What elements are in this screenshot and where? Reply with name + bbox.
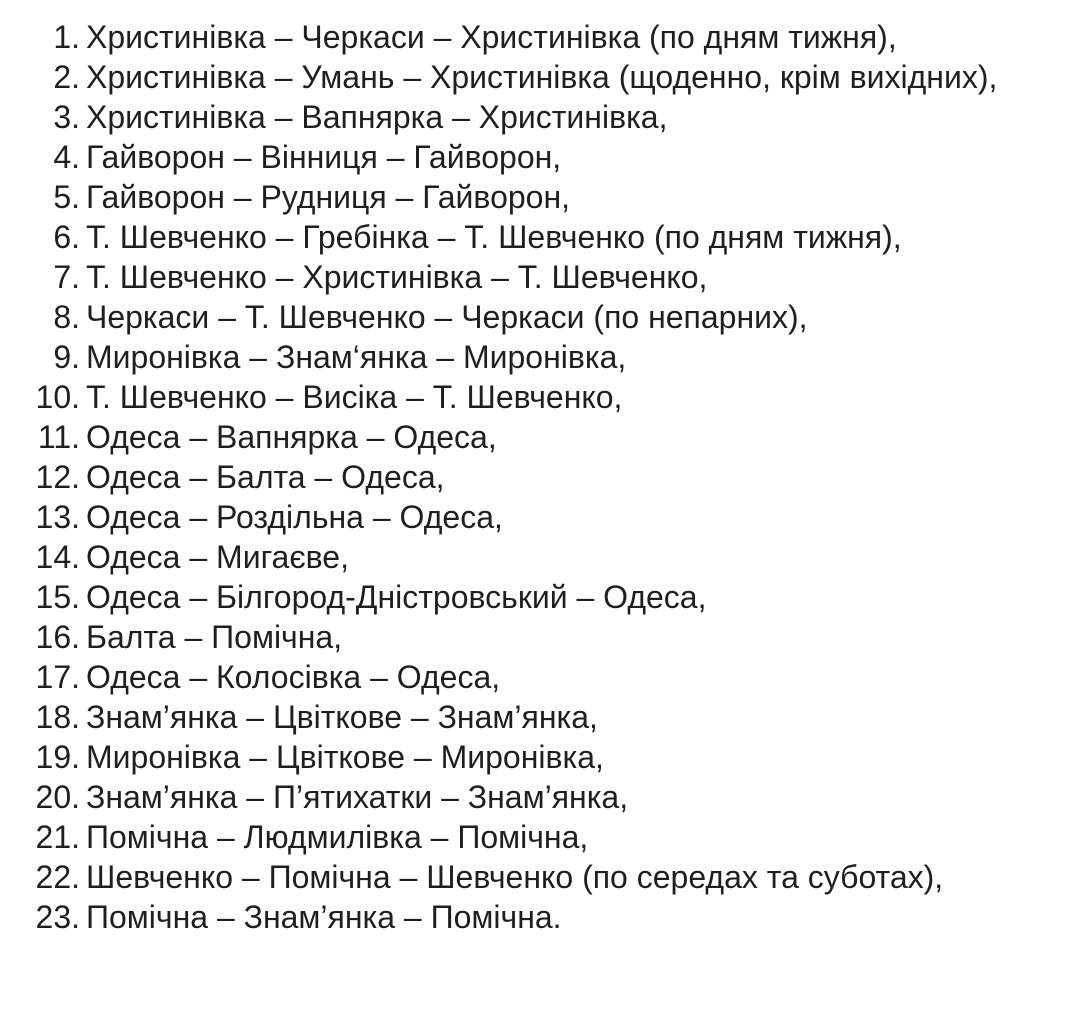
- list-item: [0, 337, 1060, 377]
- list-item: [0, 17, 1060, 57]
- list-item-number: 10.: [35, 379, 80, 415]
- list-item-number: 16.: [35, 619, 80, 655]
- list-item: [0, 817, 1060, 857]
- list-item-number: 8.: [53, 299, 80, 335]
- list-item-number: 6.: [53, 219, 80, 255]
- list-item: [0, 257, 1060, 297]
- list-item-text: Т. Шевченко – Христинівка – Т. Шевченко,: [86, 259, 708, 295]
- list-item-text: Одеса – Мигаєве,: [86, 539, 349, 575]
- list-item: [0, 457, 1060, 497]
- list-item: [0, 577, 1060, 617]
- list-item-text: Знам’янка – П’ятихатки – Знам’янка,: [86, 779, 629, 815]
- list-item: [0, 897, 1060, 937]
- list-item-text: Миронівка – Знам‘янка – Миронівка,: [86, 339, 627, 375]
- list-item-text: Т. Шевченко – Гребінка – Т. Шевченко (по дням тижня),: [86, 219, 902, 255]
- list-item: [0, 697, 1060, 737]
- list-item-number: 17.: [35, 659, 80, 695]
- list-item: [0, 657, 1060, 697]
- list-item-text: Т. Шевченко – Висіка – Т. Шевченко,: [86, 379, 623, 415]
- list-item: [0, 137, 1060, 177]
- list-item: [0, 177, 1060, 217]
- list-item: [0, 297, 1060, 337]
- list-item: [0, 97, 1060, 137]
- list-item-text: Гайворон – Рудниця – Гайворон,: [86, 179, 571, 215]
- list-item-text: Шевченко – Помічна – Шевченко (по середах та суботах),: [86, 859, 944, 895]
- list-item-text: Христинівка – Черкаси – Христинівка (по дням тижня),: [86, 19, 897, 55]
- list-item-number: 13.: [35, 499, 80, 535]
- list-item: [0, 857, 1060, 897]
- list-item-text: Гайворон – Вінниця – Гайворон,: [86, 139, 562, 175]
- list-item-number: 12.: [35, 459, 80, 495]
- list-item-text: Одеса – Колосівка – Одеса,: [86, 659, 501, 695]
- list-item-text: Одеса – Балта – Одеса,: [86, 459, 445, 495]
- list-item-number: 3.: [53, 99, 80, 135]
- list-item-number: 15.: [35, 579, 80, 615]
- list-item: [0, 617, 1060, 657]
- list-item: [0, 737, 1060, 777]
- list-item-number: 4.: [53, 139, 80, 175]
- route-list: [0, 17, 1060, 937]
- list-item-number: 11.: [37, 419, 80, 455]
- list-item-number: 1.: [53, 19, 80, 55]
- list-item-text: Миронівка – Цвіткове – Миронівка,: [86, 739, 604, 775]
- list-item-text: Балта – Помічна,: [86, 619, 343, 655]
- list-item-text: Помічна – Людмилівка – Помічна,: [86, 819, 589, 855]
- list-item-number: 2.: [53, 59, 80, 95]
- list-item-number: 23.: [35, 899, 80, 935]
- list-item-text: Одеса – Білгород-Дністровський – Одеса,: [86, 579, 707, 615]
- list-item-text: Знам’янка – Цвіткове – Знам’янка,: [86, 699, 598, 735]
- list-item-number: 18.: [35, 699, 80, 735]
- list-item-text: Черкаси – Т. Шевченко – Черкаси (по непарних),: [86, 299, 808, 335]
- list-item: [0, 377, 1060, 417]
- list-item: [0, 417, 1060, 457]
- list-item: [0, 57, 1060, 97]
- list-item-text: Одеса – Вапнярка – Одеса,: [86, 419, 497, 455]
- list-item: [0, 777, 1060, 817]
- list-item-text: Христинівка – Умань – Христинівка (щоденно, крім вихідних),: [86, 59, 998, 95]
- list-item: [0, 497, 1060, 537]
- list-item: [0, 217, 1060, 257]
- list-item-number: 20.: [35, 779, 80, 815]
- list-item-number: 7.: [53, 259, 80, 295]
- list-item-number: 9.: [53, 339, 80, 375]
- list-item-number: 5.: [53, 179, 80, 215]
- list-item-number: 19.: [35, 739, 80, 775]
- list-item-text: Христинівка – Вапнярка – Христинівка,: [86, 99, 668, 135]
- list-item-number: 14.: [35, 539, 80, 575]
- list-item: [0, 537, 1060, 577]
- list-item-number: 22.: [35, 859, 80, 895]
- list-item-text: Помічна – Знам’янка – Помічна.: [86, 899, 562, 935]
- list-item-text: Одеса – Роздільна – Одеса,: [86, 499, 503, 535]
- list-item-number: 21.: [35, 819, 80, 855]
